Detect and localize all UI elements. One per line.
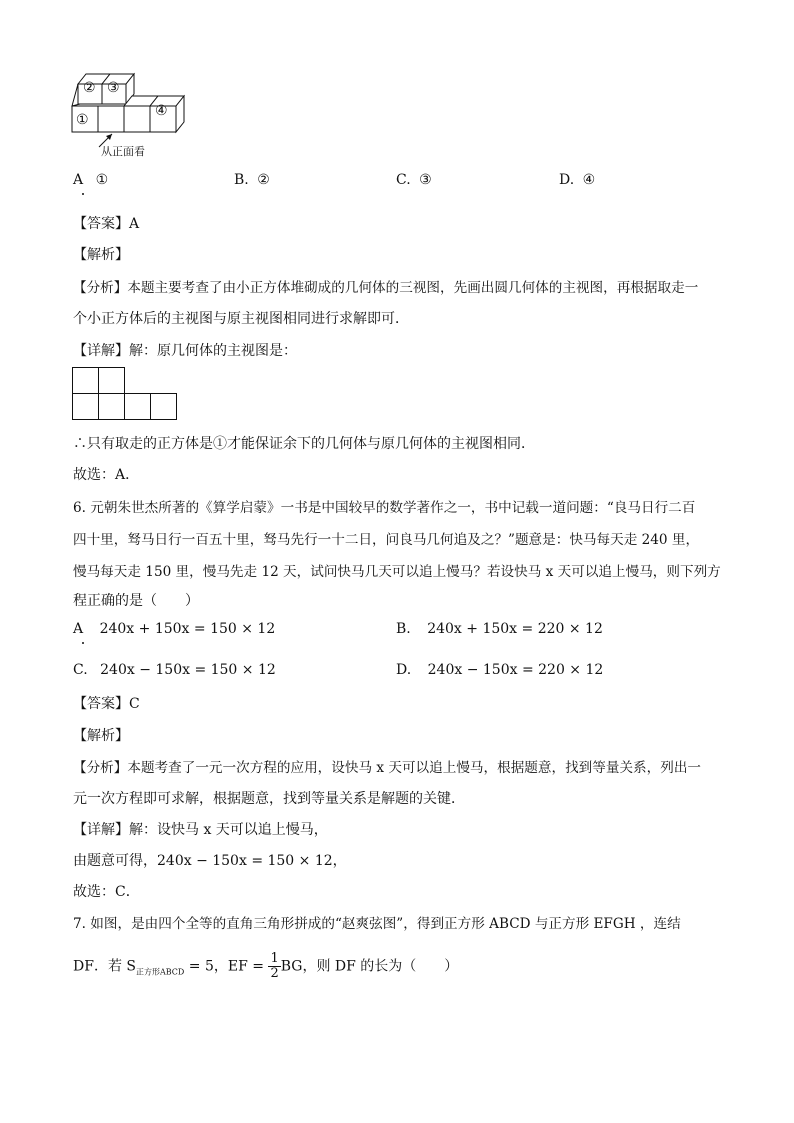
option-dot: [82, 642, 84, 644]
q6-option-b[interactable]: [396, 621, 603, 637]
q6-option-c[interactable]: [73, 662, 276, 678]
q7-line1: 7. 如图，是由四个全等的直角三角形拼成的“赵爽弦图”，得到正方形 ABCD 与正方形 EFGH ，连结: [73, 916, 681, 932]
q7-text-a: DF．若 S: [73, 958, 136, 975]
q5-choose: 故选：A．: [73, 467, 140, 483]
option-letter: B.: [234, 172, 249, 188]
q6-analysis-line1: 【分析】本题考查了一元一次方程的应用，设快马 x 天可以追上慢马，根据题意，找到等量关系，列出一: [73, 760, 702, 776]
figure-caption: 从正面看: [101, 145, 145, 158]
option-letter: B.: [396, 621, 411, 637]
option-letter: C.: [396, 172, 411, 188]
option-text: ③: [419, 172, 432, 188]
option-letter: A: [73, 621, 84, 637]
q7-text-b: = 5，EF =: [184, 958, 264, 975]
option-equation: 240x + 150x = 150 × 12: [99, 621, 276, 637]
fraction-denominator: 2: [270, 966, 279, 981]
option-letter: D.: [559, 172, 575, 188]
q6-line2: 四十里，驽马日行一百五十里，驽马先行一十二日，问良马几何追及之？”题意是：快马每天走 240 里，: [73, 532, 700, 548]
option-text: ④: [582, 172, 596, 188]
q5-analysis-line2: 个小正方体后的主视图与原主视图相同进行求解即可．: [73, 311, 409, 327]
option-dot: [82, 193, 84, 195]
q6-analysis-line2: 元一次方程即可求解，根据题意，找到等量关系是解题的关键．: [73, 791, 465, 807]
q6-detail: 【详解】解：设快马 x 天可以追上慢马，: [73, 822, 328, 838]
fraction-one-half: [268, 952, 280, 981]
q6-line1: 6. 元朝朱世杰所著的《算学启蒙》一书是中国较早的数学著作之一，书中记载一道问题：“良马日行二百: [73, 500, 696, 516]
q5-option-b[interactable]: [234, 172, 270, 188]
fraction-numerator: 1: [270, 951, 279, 966]
q5-detail: 【详解】解：原几何体的主视图是：: [73, 343, 297, 359]
q7-text-c: BG，则 DF 的长为（ ）: [280, 958, 459, 975]
option-equation: 240x − 150x = 150 × 12: [100, 662, 276, 678]
q5-analysis-line1: 【分析】本题主要考查了由小正方体堆砌成的几何体的三视图，先画出圆几何体的主视图，再根据取走一: [73, 280, 699, 296]
q7-line2: [73, 952, 458, 981]
q5-option-c[interactable]: [396, 172, 432, 188]
q5-conclusion: ∴只有取走的正方体是①才能保证余下的几何体与原几何体的主视图相同．: [73, 436, 535, 452]
q6-analysis-title: 【解析】: [73, 728, 129, 744]
q5-answer: 【答案】A: [73, 216, 140, 232]
q5-option-a[interactable]: [73, 172, 108, 188]
option-text: ②: [257, 172, 270, 188]
area-subscript: 正方形ABCD: [135, 967, 185, 977]
q6-answer: 【答案】C: [73, 696, 140, 712]
option-letter: D.: [396, 662, 412, 678]
cube-label-1: ①: [76, 112, 89, 128]
option-letter: C.: [73, 662, 88, 678]
front-view-grid: [72, 367, 180, 421]
cube-label-2: ②: [83, 80, 96, 96]
cube-label-4: ④: [155, 103, 168, 119]
q6-equation: 由题意可得，240x − 150x = 150 × 12，: [73, 853, 347, 869]
option-letter: A: [73, 172, 84, 188]
q5-analysis-title: 【解析】: [73, 247, 129, 263]
option-equation: 240x − 150x = 220 × 12: [427, 662, 604, 678]
option-equation: 240x + 150x = 220 × 12: [427, 621, 603, 637]
q6-choose: 故选：C．: [73, 884, 140, 900]
q6-option-a[interactable]: [73, 621, 275, 637]
q6-line4: 程正确的是（ ）: [73, 593, 199, 609]
option-text: ①: [95, 172, 109, 188]
cube-label-3: ③: [107, 80, 120, 96]
q6-option-d[interactable]: [396, 662, 603, 678]
q5-option-d[interactable]: [559, 172, 595, 188]
q6-line3: 慢马每天走 150 里，慢马先走 12 天，试问快马几天可以追上慢马？若设快马 x 天可以追上慢马，则下列方: [73, 564, 721, 580]
